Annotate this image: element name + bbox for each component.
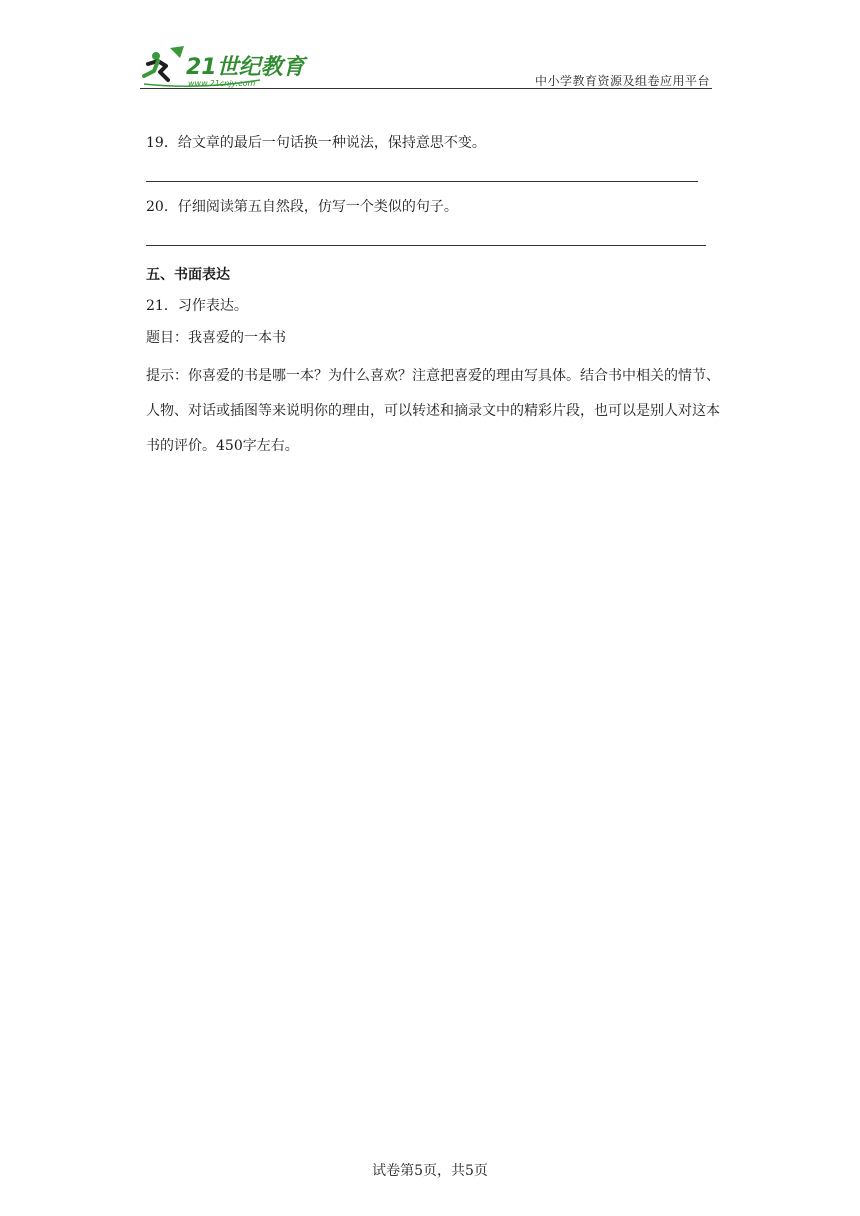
answer-line-19[interactable] (146, 181, 698, 182)
page-footer: 试卷第5页，共5页 (372, 1163, 488, 1179)
page-header (140, 44, 712, 90)
question-21: 21．习作表达。 (146, 298, 248, 314)
platform-name: 中小学教育资源及组卷应用平台 (534, 74, 710, 88)
essay-topic: 题目：我喜爱的一本书 (146, 330, 286, 346)
logo-brand-text: 21世纪教育 (186, 55, 305, 80)
runner-logo-icon (140, 44, 310, 90)
answer-line-20[interactable] (146, 245, 706, 246)
brand-logo (140, 44, 310, 90)
question-19: 19．给文章的最后一句话换一种说法，保持意思不变。 (146, 135, 486, 151)
exam-content (146, 132, 720, 464)
logo-url-text: www.21cnjy.com (188, 79, 256, 88)
section-title: 五、书面表达 (146, 267, 230, 283)
question-20: 20．仔细阅读第五自然段，仿写一个类似的句子。 (146, 199, 458, 215)
essay-hint: 提示：你喜爱的书是哪一本？为什么喜欢？注意把喜爱的理由写具体。结合书中相关的情节、人物、对话或插图等来说明你的理由，可以转述和摘录文中的精彩片段，也可以是别人对这本书的评价。450字左右。 (146, 368, 720, 454)
header-divider (140, 88, 712, 89)
